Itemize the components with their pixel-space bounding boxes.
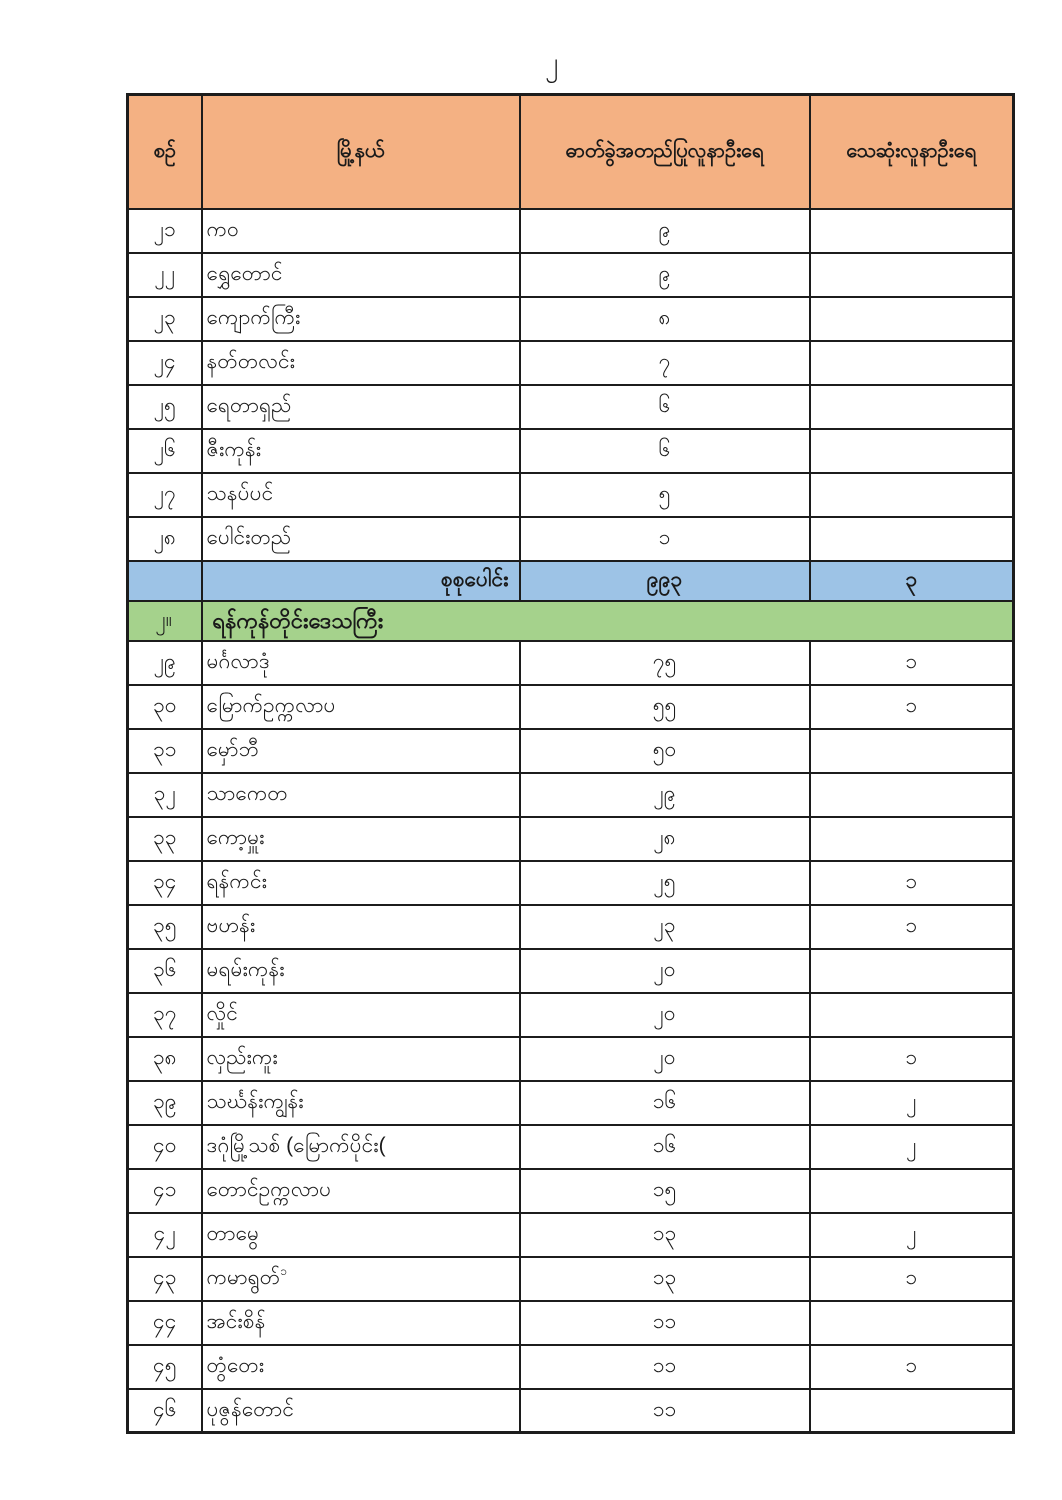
township-name: ရန်ကင်း bbox=[206, 870, 267, 894]
township-cell bbox=[202, 949, 520, 993]
confirmed-cell: ၇ bbox=[520, 341, 810, 385]
deaths-cell bbox=[810, 1389, 1014, 1433]
deaths-cell bbox=[810, 993, 1014, 1037]
table-row bbox=[128, 993, 1014, 1037]
total-label-cell: စုစုပေါင်း bbox=[202, 561, 520, 601]
table-row bbox=[128, 729, 1014, 773]
township-name: ကဝ bbox=[206, 218, 239, 242]
table-row bbox=[128, 1037, 1014, 1081]
covid-township-table bbox=[126, 93, 1015, 1434]
township-name: သာကေတ bbox=[206, 782, 288, 806]
township-cell bbox=[202, 861, 520, 905]
confirmed-cell: ၁၆ bbox=[520, 1081, 810, 1125]
confirmed-cell: ၂၀ bbox=[520, 1037, 810, 1081]
table-row bbox=[128, 473, 1014, 517]
table-row bbox=[128, 817, 1014, 861]
deaths-cell: ၁ bbox=[810, 641, 1014, 685]
table-body bbox=[128, 209, 1014, 1433]
row-number-cell: ၃၃ bbox=[128, 817, 202, 861]
confirmed-cell: ၉ bbox=[520, 209, 810, 253]
township-cell bbox=[202, 1125, 520, 1169]
table-row bbox=[128, 385, 1014, 429]
township-cell bbox=[202, 1169, 520, 1213]
confirmed-cell: ၁၃ bbox=[520, 1257, 810, 1301]
deaths-cell bbox=[810, 1301, 1014, 1345]
deaths-cell bbox=[810, 209, 1014, 253]
deaths-cell bbox=[810, 473, 1014, 517]
table-row bbox=[128, 773, 1014, 817]
township-name: မရမ်းကုန်း bbox=[206, 958, 285, 982]
table-row bbox=[128, 1125, 1014, 1169]
row-number-cell: ၄၀ bbox=[128, 1125, 202, 1169]
confirmed-cell: ၂၀ bbox=[520, 993, 810, 1037]
row-number-cell: ၃၁ bbox=[128, 729, 202, 773]
table-row bbox=[128, 209, 1014, 253]
township-name: နတ်တလင်း bbox=[206, 350, 295, 374]
deaths-cell bbox=[810, 253, 1014, 297]
column-header-deaths: သေဆုံးလူနာဦးရေ bbox=[810, 95, 1014, 209]
row-number-cell: ၃၉ bbox=[128, 1081, 202, 1125]
row-number-cell: ၂၇ bbox=[128, 473, 202, 517]
deaths-cell bbox=[810, 729, 1014, 773]
row-number-cell: ၄၁ bbox=[128, 1169, 202, 1213]
section-number-cell: ၂။ bbox=[128, 601, 202, 641]
deaths-cell: ၁ bbox=[810, 1345, 1014, 1389]
confirmed-cell: ၁၁ bbox=[520, 1389, 810, 1433]
township-cell bbox=[202, 1213, 520, 1257]
township-cell bbox=[202, 385, 520, 429]
confirmed-cell: ၉ bbox=[520, 253, 810, 297]
deaths-cell: ၁ bbox=[810, 685, 1014, 729]
confirmed-cell: ၂၉ bbox=[520, 773, 810, 817]
table-row bbox=[128, 1301, 1014, 1345]
township-cell bbox=[202, 297, 520, 341]
deaths-cell bbox=[810, 297, 1014, 341]
confirmed-cell: ၂၅ bbox=[520, 861, 810, 905]
township-name: မှော်ဘီ bbox=[206, 738, 259, 762]
deaths-cell bbox=[810, 517, 1014, 561]
township-cell bbox=[202, 253, 520, 297]
table-row bbox=[128, 641, 1014, 685]
township-name: သနပ်ပင် bbox=[206, 482, 274, 506]
township-name: ဗဟန်း bbox=[206, 914, 256, 938]
confirmed-cell: ၅၀ bbox=[520, 729, 810, 773]
township-cell bbox=[202, 473, 520, 517]
confirmed-cell: ၅၅ bbox=[520, 685, 810, 729]
row-number-cell: ၄၂ bbox=[128, 1213, 202, 1257]
table-row bbox=[128, 429, 1014, 473]
deaths-cell: ၁ bbox=[810, 1257, 1014, 1301]
table-row bbox=[128, 1257, 1014, 1301]
table-header-row bbox=[128, 95, 1014, 209]
township-cell bbox=[202, 685, 520, 729]
row-number-cell: ၂၃ bbox=[128, 297, 202, 341]
total-empty-cell bbox=[128, 561, 202, 601]
township-cell bbox=[202, 1037, 520, 1081]
confirmed-cell: ၇၅ bbox=[520, 641, 810, 685]
township-name: ရွှေတောင် bbox=[206, 262, 283, 286]
row-number-cell: ၄၅ bbox=[128, 1345, 202, 1389]
table-row bbox=[128, 1081, 1014, 1125]
deaths-cell bbox=[810, 385, 1014, 429]
table-row bbox=[128, 1389, 1014, 1433]
row-number-cell: ၄၄ bbox=[128, 1301, 202, 1345]
township-cell bbox=[202, 905, 520, 949]
confirmed-cell: ၁၆ bbox=[520, 1125, 810, 1169]
township-name: တောင်ဥက္ကလာပ bbox=[206, 1178, 332, 1202]
confirmed-cell: ၅ bbox=[520, 473, 810, 517]
township-cell bbox=[202, 817, 520, 861]
township-name: တာမွေ bbox=[206, 1222, 259, 1246]
township-name: လှိုင် bbox=[206, 1002, 238, 1026]
row-number-cell: ၃၀ bbox=[128, 685, 202, 729]
township-name: ကော့မှူး bbox=[206, 826, 265, 850]
confirmed-cell: ၁ bbox=[520, 517, 810, 561]
row-number-cell: ၃၂ bbox=[128, 773, 202, 817]
confirmed-cell: ၆ bbox=[520, 429, 810, 473]
township-cell bbox=[202, 1081, 520, 1125]
confirmed-cell: ၁၅ bbox=[520, 1169, 810, 1213]
township-cell bbox=[202, 517, 520, 561]
deaths-cell: ၂ bbox=[810, 1125, 1014, 1169]
table-row bbox=[128, 341, 1014, 385]
row-number-cell: ၂၅ bbox=[128, 385, 202, 429]
table-row bbox=[128, 1213, 1014, 1257]
township-cell bbox=[202, 641, 520, 685]
township-name: သင်္ဃန်းကျွန်း bbox=[206, 1090, 304, 1114]
township-name: ဇီးကုန်း bbox=[206, 438, 262, 462]
township-name-superscript: ၁ bbox=[280, 1264, 287, 1279]
table-row bbox=[128, 949, 1014, 993]
row-number-cell: ၄၃ bbox=[128, 1257, 202, 1301]
table-row bbox=[128, 1169, 1014, 1213]
row-number-cell: ၂၄ bbox=[128, 341, 202, 385]
table-row bbox=[128, 861, 1014, 905]
deaths-cell bbox=[810, 773, 1014, 817]
row-number-cell: ၂၆ bbox=[128, 429, 202, 473]
total-row bbox=[128, 561, 1014, 601]
row-number-cell: ၃၄ bbox=[128, 861, 202, 905]
total-deaths-cell: ၃ bbox=[810, 561, 1014, 601]
confirmed-cell: ၆ bbox=[520, 385, 810, 429]
total-confirmed-cell: ၉၉၃ bbox=[520, 561, 810, 601]
column-header-confirmed: ဓာတ်ခွဲအတည်ပြုလူနာဦးရေ bbox=[520, 95, 810, 209]
row-number-cell: ၃၈ bbox=[128, 1037, 202, 1081]
row-number-cell: ၄၆ bbox=[128, 1389, 202, 1433]
township-cell bbox=[202, 1345, 520, 1389]
township-cell bbox=[202, 429, 520, 473]
table-header bbox=[128, 95, 1014, 209]
table-row bbox=[128, 297, 1014, 341]
table-row bbox=[128, 1345, 1014, 1389]
confirmed-cell: ၂၈ bbox=[520, 817, 810, 861]
section-header-row bbox=[128, 601, 1014, 641]
township-name: ပေါင်းတည် bbox=[206, 526, 292, 550]
township-name: ရေတာရှည် bbox=[206, 394, 292, 418]
deaths-cell bbox=[810, 949, 1014, 993]
township-name: အင်းစိန် bbox=[206, 1310, 266, 1334]
township-name: ပုဇွန်တောင် bbox=[206, 1398, 294, 1422]
confirmed-cell: ၁၃ bbox=[520, 1213, 810, 1257]
deaths-cell: ၁ bbox=[810, 1037, 1014, 1081]
row-number-cell: ၂၉ bbox=[128, 641, 202, 685]
confirmed-cell: ၁၁ bbox=[520, 1345, 810, 1389]
deaths-cell bbox=[810, 341, 1014, 385]
row-number-cell: ၂၂ bbox=[128, 253, 202, 297]
deaths-cell bbox=[810, 1169, 1014, 1213]
township-cell bbox=[202, 209, 520, 253]
township-name: ဒဂုံမြို့သစ် (မြောက်ပိုင်း( bbox=[206, 1134, 386, 1158]
township-name: တွံတေး bbox=[206, 1354, 265, 1378]
column-header-serial: စဉ် bbox=[128, 95, 202, 209]
confirmed-cell: ၂၀ bbox=[520, 949, 810, 993]
deaths-cell: ၁ bbox=[810, 861, 1014, 905]
row-number-cell: ၂၁ bbox=[128, 209, 202, 253]
township-name: လှည်းကူး bbox=[206, 1046, 278, 1070]
township-name: မြောက်ဥက္ကလာပ bbox=[206, 694, 336, 718]
deaths-cell: ၂ bbox=[810, 1213, 1014, 1257]
township-cell bbox=[202, 993, 520, 1037]
township-cell bbox=[202, 729, 520, 773]
confirmed-cell: ၁၁ bbox=[520, 1301, 810, 1345]
row-number-cell: ၃၆ bbox=[128, 949, 202, 993]
township-cell bbox=[202, 773, 520, 817]
row-number-cell: ၂၈ bbox=[128, 517, 202, 561]
section-label-cell: ရန်ကုန်တိုင်းဒေသကြီး bbox=[202, 601, 1014, 641]
column-header-township: မြို့နယ် bbox=[202, 95, 520, 209]
township-cell bbox=[202, 341, 520, 385]
table-row bbox=[128, 905, 1014, 949]
township-name: မင်္ဂလာဒုံ bbox=[206, 650, 270, 674]
table-row bbox=[128, 253, 1014, 297]
deaths-cell: ၁ bbox=[810, 905, 1014, 949]
township-cell bbox=[202, 1389, 520, 1433]
confirmed-cell: ၈ bbox=[520, 297, 810, 341]
row-number-cell: ၃၇ bbox=[128, 993, 202, 1037]
table-row bbox=[128, 685, 1014, 729]
deaths-cell bbox=[810, 817, 1014, 861]
table-row bbox=[128, 517, 1014, 561]
township-name: ကျောက်ကြီး bbox=[206, 306, 301, 330]
deaths-cell bbox=[810, 429, 1014, 473]
township-cell bbox=[202, 1257, 520, 1301]
confirmed-cell: ၂၃ bbox=[520, 905, 810, 949]
page-number: ၂ bbox=[545, 47, 559, 77]
township-cell bbox=[202, 1301, 520, 1345]
row-number-cell: ၃၅ bbox=[128, 905, 202, 949]
deaths-cell: ၂ bbox=[810, 1081, 1014, 1125]
township-name: ကမာရွတ် bbox=[206, 1266, 281, 1290]
